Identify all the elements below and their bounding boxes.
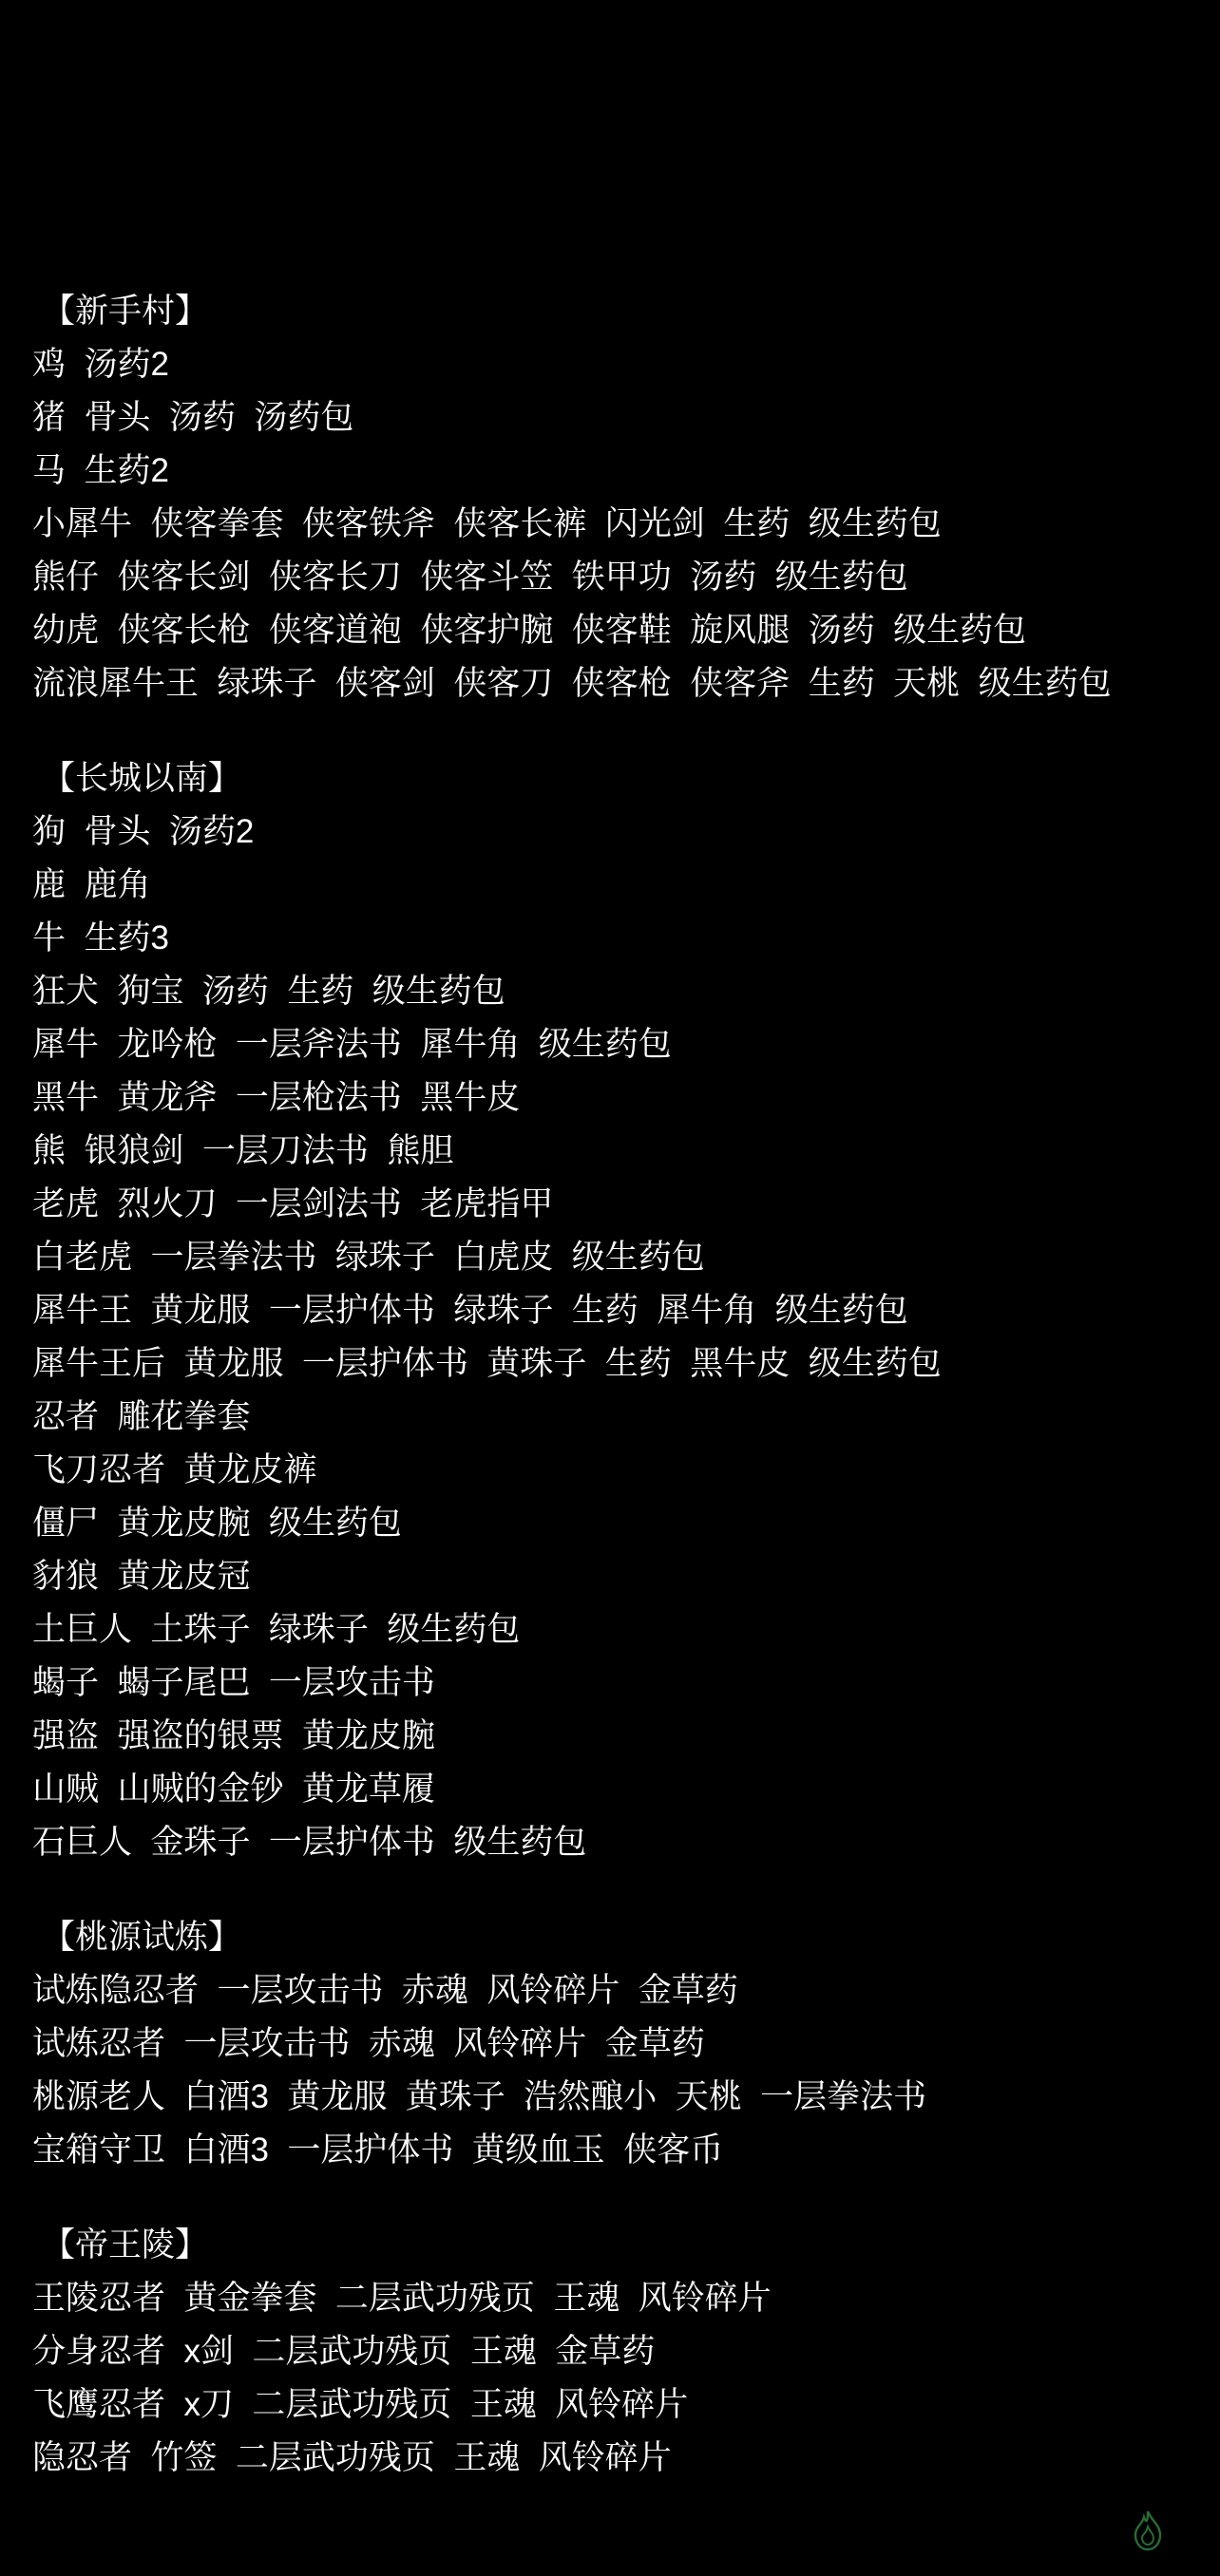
drop-entry: 犀牛王后 黄龙服 一层护体书 黄珠子 生药 黑牛皮 级生药包 xyxy=(32,1345,942,1382)
drop-entry: 黑牛 黄龙斧 一层枪法书 黑牛皮 xyxy=(32,1079,521,1116)
zone-section xyxy=(32,752,1188,1869)
drop-entry: 桃源老人 白酒3 黄龙服 黄珠子 浩然酿小 天桃 一层拳法书 xyxy=(32,2078,927,2115)
drop-entry: 山贼 山贼的金钞 黄龙草履 xyxy=(32,1771,435,1808)
drop-entry: 强盗 强盗的银票 黄龙皮腕 xyxy=(32,1717,435,1754)
zone-section xyxy=(32,1911,1188,2177)
zone-heading: 【长城以南】 xyxy=(42,760,242,797)
drop-entry: 试炼忍者 一层攻击书 赤魂 风铃碎片 金草药 xyxy=(32,2025,705,2062)
zone-heading: 【新手村】 xyxy=(42,293,209,330)
flame-watermark-icon xyxy=(1129,2510,1167,2551)
drop-entry: 狂犬 狗宝 汤药 生药 级生药包 xyxy=(32,973,505,1010)
drop-entry: 幼虎 侠客长枪 侠客道袍 侠客护腕 侠客鞋 旋风腿 汤药 级生药包 xyxy=(32,612,1027,649)
drop-entry: 鸡 汤药2 xyxy=(32,346,169,383)
drop-entry: 马 生药2 xyxy=(32,452,169,489)
zone-section xyxy=(32,2219,1188,2485)
drop-entry: 熊仔 侠客长剑 侠客长刀 侠客斗笠 铁甲功 汤药 级生药包 xyxy=(32,559,908,596)
section-spacer xyxy=(32,1869,1188,1911)
drop-entry: 白老虎 一层拳法书 绿珠子 白虎皮 级生药包 xyxy=(32,1239,705,1276)
drop-entry: 隐忍者 竹签 二层武功残页 王魂 风铃碎片 xyxy=(32,2439,672,2476)
drop-entry: 小犀牛 侠客拳套 侠客铁斧 侠客长裤 闪光剑 生药 级生药包 xyxy=(32,505,942,542)
drop-entry: 鹿 鹿角 xyxy=(32,866,151,903)
zone-heading: 【桃源试炼】 xyxy=(42,1919,242,1956)
section-spacer xyxy=(32,2177,1188,2219)
drop-entry: 狗 骨头 汤药2 xyxy=(32,813,255,850)
drop-entry: 犀牛王 黄龙服 一层护体书 绿珠子 生药 犀牛角 级生药包 xyxy=(32,1292,908,1329)
drop-entry: 犀牛 龙吟枪 一层斧法书 犀牛角 级生药包 xyxy=(32,1026,672,1063)
drop-entry: 分身忍者 x剑 二层武功残页 王魂 金草药 xyxy=(32,2333,656,2370)
drop-entry: 飞刀忍者 黄龙皮裤 xyxy=(32,1451,317,1488)
drop-entry: 飞鹰忍者 x刀 二层武功残页 王魂 风铃碎片 xyxy=(32,2386,689,2423)
drop-entry: 宝箱守卫 白酒3 一层护体书 黄级血玉 侠客币 xyxy=(32,2131,724,2169)
zone-section xyxy=(32,285,1188,710)
drop-entry: 僵尸 黄龙皮腕 级生药包 xyxy=(32,1505,402,1542)
drop-entry: 石巨人 金珠子 一层护体书 级生药包 xyxy=(32,1824,587,1861)
drop-entry: 土巨人 土珠子 绿珠子 级生药包 xyxy=(32,1611,521,1648)
drop-entry: 忍者 雕花拳套 xyxy=(32,1398,251,1435)
drop-entry: 王陵忍者 黄金拳套 二层武功残页 王魂 风铃碎片 xyxy=(32,2280,772,2317)
drop-entry: 老虎 烈火刀 一层剑法书 老虎指甲 xyxy=(32,1185,554,1222)
drop-entry: 豺狼 黄龙皮冠 xyxy=(32,1558,251,1595)
drop-entry: 试炼隐忍者 一层攻击书 赤魂 风铃碎片 金草药 xyxy=(32,1972,738,2009)
drop-entry: 牛 生药3 xyxy=(32,919,169,957)
zone-heading: 【帝王陵】 xyxy=(42,2226,209,2263)
drop-entry: 流浪犀牛王 绿珠子 侠客剑 侠客刀 侠客枪 侠客斧 生药 天桃 级生药包 xyxy=(32,665,1112,702)
drop-entry: 猪 骨头 汤药 汤药包 xyxy=(32,399,354,436)
drop-entry: 蝎子 蝎子尾巴 一层攻击书 xyxy=(32,1664,435,1701)
drop-entry: 熊 银狼剑 一层刀法书 熊胆 xyxy=(32,1132,454,1169)
section-spacer xyxy=(32,710,1188,752)
